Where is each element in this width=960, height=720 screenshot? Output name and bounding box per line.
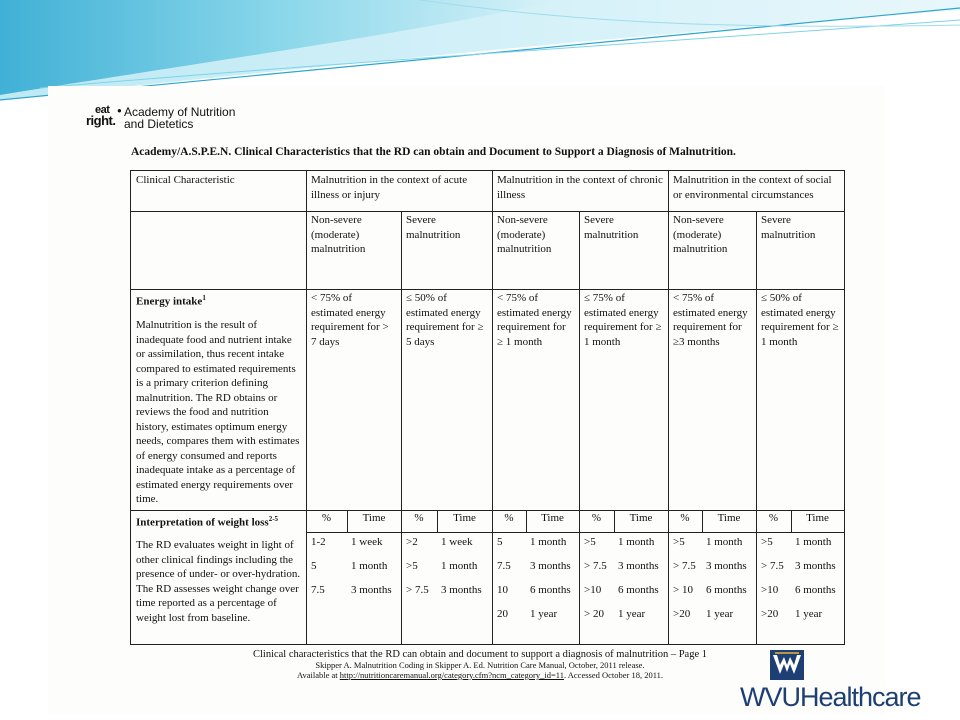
header-clinical-characteristic: Clinical Characteristic bbox=[136, 174, 235, 186]
weight-time-value: 6 months bbox=[530, 584, 571, 596]
caption-line1: Clinical characteristics that the RD can obtain and document to support a diagnosis of malnutrition – Page 1 bbox=[252, 649, 708, 660]
weight-time-value: 6 months bbox=[706, 584, 747, 596]
weight-time-value: 3 months bbox=[351, 584, 392, 596]
weight-heading-cell bbox=[131, 510, 306, 532]
wvu-healthcare-text: WVUHealthcare bbox=[740, 682, 921, 712]
caption-line3-suffix: . Accessed October 18, 2011. bbox=[563, 670, 664, 680]
severity-acute-nonsevere: Non-severe (moderate) malnutrition bbox=[311, 214, 366, 255]
weight-pct-value: 5 bbox=[497, 536, 503, 548]
severity-social-nonsevere: Non-severe (moderate) malnutrition bbox=[673, 214, 728, 255]
energy-social-severe: ≤ 50% of estimated energy requirement for ≥ 1 month bbox=[761, 292, 839, 348]
weight-pct-value: >5 bbox=[584, 536, 596, 548]
energy-chronic-nonsevere: < 75% of estimated energy requirement for ≥ 1 month bbox=[497, 292, 572, 348]
weight-time-value: 1 month bbox=[795, 536, 832, 548]
logo-line1: Academy of Nutrition bbox=[124, 105, 236, 119]
weight-pct-value: >20 bbox=[761, 608, 779, 620]
severity-acute-severe: Severe malnutrition bbox=[406, 214, 461, 241]
weight-time-header: Time bbox=[362, 512, 386, 524]
weight-pct-header: % bbox=[591, 512, 602, 524]
wvu-mark-icon bbox=[770, 650, 804, 680]
logo-line2: and Dietetics bbox=[124, 117, 194, 131]
logo-right: right. bbox=[86, 113, 116, 128]
energy-chronic-severe: ≤ 75% of estimated energy requirement for ≥ 1 month bbox=[584, 292, 662, 348]
caption-line3 bbox=[200, 670, 760, 680]
caption-line2: Skipper A. Malnutrition Coding in Skipper A. Ed. Nutrition Care Manual, October, 2011 release. bbox=[315, 660, 645, 670]
weight-time-value: 1 year bbox=[530, 608, 558, 620]
weight-heading: Interpretation of weight loss bbox=[136, 516, 269, 529]
weight-time-header: Time bbox=[541, 512, 564, 524]
energy-heading-sup: 1 bbox=[202, 294, 206, 302]
energy-acute-nonsevere: < 75% of estimated energy requirement for > 7 days bbox=[311, 292, 389, 348]
logo-mark-icon: ● bbox=[117, 106, 122, 115]
energy-social-nonsevere: < 75% of estimated energy requirement for ≥3 months bbox=[673, 292, 748, 348]
weight-time-value: 1 week bbox=[441, 536, 473, 548]
weight-pct-value: 10 bbox=[497, 584, 508, 596]
weight-pct-value: 1-2 bbox=[311, 536, 326, 548]
weight-time-value: 1 month bbox=[441, 560, 478, 572]
weight-heading-sup: 2-5 bbox=[268, 515, 279, 523]
weight-time-value: 1 year bbox=[618, 608, 646, 620]
weight-pct-value: 5 bbox=[311, 560, 317, 572]
malnutrition-table bbox=[130, 170, 845, 645]
weight-pct-header: % bbox=[504, 512, 514, 524]
weight-pct-value: >5 bbox=[406, 560, 418, 572]
header-acute: Malnutrition in the context of acute illness or injury bbox=[311, 174, 468, 201]
weight-description: The RD evaluates weight in light of other clinical findings including the presence of under- or over-hydration. The RD assesses weight change over time reported as a percentage of weight lost from baseline. bbox=[136, 539, 301, 624]
weight-time-header: Time bbox=[629, 512, 653, 524]
caption-line3-prefix: Available at bbox=[296, 670, 340, 680]
weight-time-value: 6 months bbox=[795, 584, 836, 596]
weight-time-header: Time bbox=[453, 512, 476, 524]
weight-pct-value: > 7.5 bbox=[673, 560, 696, 572]
header-chronic: Malnutrition in the context of chronic illness bbox=[497, 174, 663, 201]
weight-time-value: 3 months bbox=[618, 560, 659, 572]
weight-time-value: 1 week bbox=[351, 536, 383, 548]
weight-pct-value: >2 bbox=[406, 536, 418, 548]
weight-time-header: Time bbox=[806, 512, 829, 524]
weight-time-header: Time bbox=[717, 512, 741, 524]
weight-pct-value: >5 bbox=[761, 536, 773, 548]
weight-time-value: 3 months bbox=[795, 560, 836, 572]
weight-time-value: 1 year bbox=[795, 608, 823, 620]
weight-pct-value: >10 bbox=[584, 584, 602, 596]
weight-pct-value: 7.5 bbox=[311, 584, 325, 596]
weight-time-value: 1 year bbox=[706, 608, 734, 620]
weight-time-value: 3 months bbox=[706, 560, 747, 572]
weight-pct-value: 7.5 bbox=[497, 560, 511, 572]
energy-description: Malnutrition is the result of inadequate food and nutrient intake or assimilation, thus recent intake compared to estimated requirements is a primary criterion defining malnutrition. The RD obtains or reviews the food and nutrition history, estimates optimum energy needs, compares them with estimates of energy consumed and reports inadequate intake as a percentage of estimated energy requirements over time. bbox=[136, 319, 300, 506]
wvu-healthcare-logo bbox=[740, 650, 945, 715]
energy-acute-severe: ≤ 50% of estimated energy requirement for ≥ 5 days bbox=[406, 292, 484, 348]
caption-link[interactable]: http://nutritioncaremanual.org/category.cfm?ncm_category_id=11 bbox=[339, 670, 564, 680]
logo-eat: eat bbox=[95, 104, 110, 116]
document-title: Academy/A.S.P.E.N. Clinical Characteristics that the RD can obtain and Document to Support a Diagnosis of Malnutrition. bbox=[131, 146, 736, 158]
weight-time-value: 3 months bbox=[441, 584, 482, 596]
weight-pct-header: % bbox=[321, 512, 332, 524]
weight-pct-value: > 7.5 bbox=[761, 560, 784, 572]
energy-heading: Energy intake bbox=[136, 295, 203, 308]
weight-time-value: 1 month bbox=[351, 560, 388, 572]
weight-time-value: 6 months bbox=[618, 584, 659, 596]
weight-time-value: 1 month bbox=[618, 536, 655, 548]
academy-logo bbox=[86, 104, 246, 132]
weight-pct-header: % bbox=[680, 512, 690, 524]
weight-pct-value: > 20 bbox=[584, 608, 604, 620]
severity-chronic-severe: Severe malnutrition bbox=[584, 214, 639, 241]
weight-pct-value: 20 bbox=[497, 608, 508, 620]
header-social: Malnutrition in the context of social or environmental circumstances bbox=[673, 174, 832, 201]
weight-pct-header: % bbox=[414, 512, 424, 524]
severity-chronic-nonsevere: Non-severe (moderate) malnutrition bbox=[497, 214, 552, 255]
weight-pct-value: >20 bbox=[673, 608, 691, 620]
severity-social-severe: Severe malnutrition bbox=[761, 214, 816, 241]
weight-pct-value: > 7.5 bbox=[406, 584, 429, 596]
weight-pct-header: % bbox=[768, 512, 779, 524]
weight-pct-value: >5 bbox=[673, 536, 685, 548]
weight-time-value: 1 month bbox=[530, 536, 567, 548]
weight-pct-value: >10 bbox=[761, 584, 779, 596]
document-caption bbox=[200, 650, 760, 680]
energy-intake-cell bbox=[131, 289, 306, 510]
weight-pct-value: > 7.5 bbox=[584, 560, 607, 572]
weight-pct-value: > 10 bbox=[673, 584, 693, 596]
weight-time-value: 3 months bbox=[530, 560, 571, 572]
weight-time-value: 1 month bbox=[706, 536, 743, 548]
